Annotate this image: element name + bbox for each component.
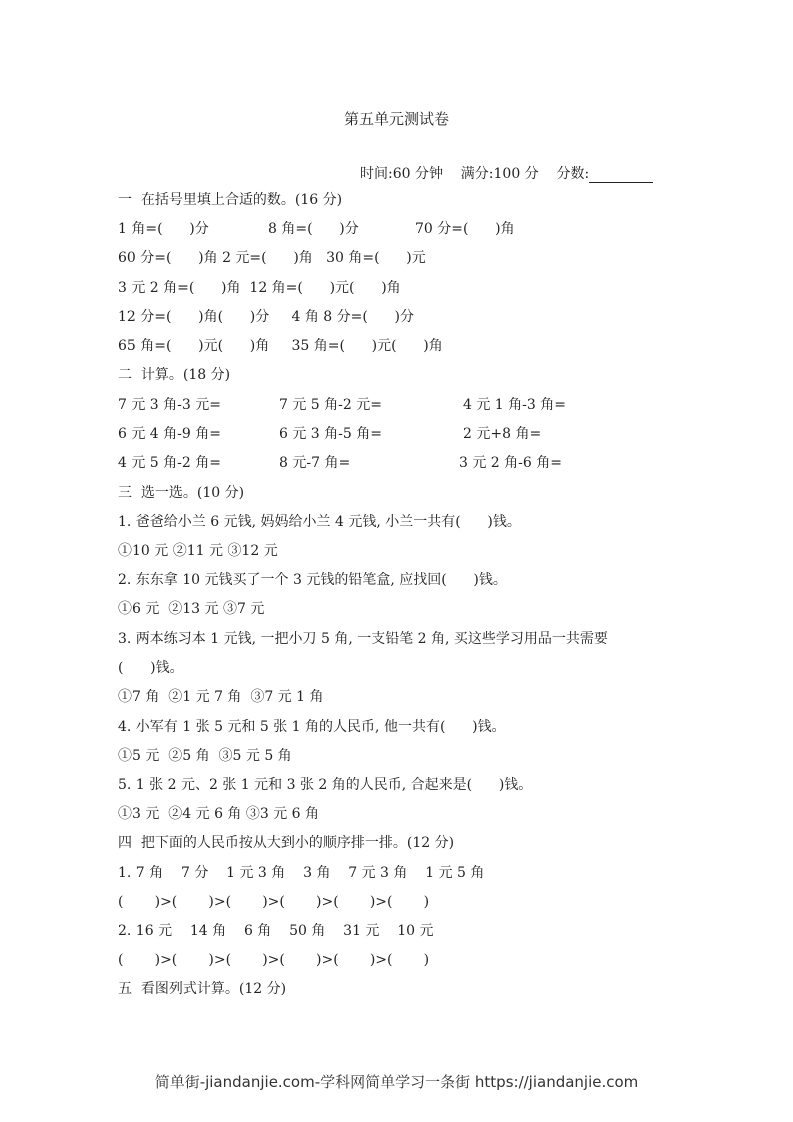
page-title: 第五单元测试卷 <box>343 110 449 128</box>
question-cont: ( )钱。 <box>118 660 184 676</box>
question-row: 3 元 2 角=( )角 12 角=( )元( )角 <box>118 280 401 296</box>
calc: 4 元 5 角-2 角= <box>118 455 221 471</box>
question: 8 角=( )分 <box>268 221 359 237</box>
answer-blanks: ( )>( )>( )>( )>( )>( ) <box>118 894 430 910</box>
calc: 6 元 3 角-5 角= <box>279 426 382 442</box>
calc: 6 元 4 角-9 角= <box>118 426 221 442</box>
options: ①3 元 ②4 元 6 角 ③3 元 6 角 <box>118 806 320 822</box>
options: ①10 元 ②11 元 ③12 元 <box>118 543 278 559</box>
question: 70 分=( )角 <box>415 221 515 237</box>
calc: 3 元 2 角-6 角= <box>459 455 562 471</box>
options: ①6 元 ②13 元 ③7 元 <box>118 601 265 617</box>
calc: 7 元 5 角-2 元= <box>279 397 382 413</box>
section-3-heading: 三 选一选。(10 分) <box>118 485 245 501</box>
question: 2. 东东拿 10 元钱买了一个 3 元钱的铅笔盒, 应找回( )钱。 <box>118 572 507 588</box>
section-1-heading: 一 在括号里填上合适的数。(16 分) <box>118 192 343 208</box>
section-5-heading: 五 看图列式计算。(12 分) <box>118 981 287 997</box>
question: 1. 7 角 7 分 1 元 3 角 3 角 7 元 3 角 1 元 5 角 <box>118 865 485 881</box>
answer-blanks: ( )>( )>( )>( )>( )>( ) <box>118 952 430 968</box>
question: 3. 两本练习本 1 元钱, 一把小刀 5 角, 一支铅笔 2 角, 买这些学习用品一共需要 <box>118 631 608 647</box>
score-label: 分数: <box>556 166 590 182</box>
calc: 8 元-7 角= <box>279 455 351 471</box>
question-row: 12 分=( )角( )分 4 角 8 分=( )分 <box>118 309 415 325</box>
question: 5. 1 张 2 元、2 张 1 元和 3 张 2 角的人民币, 合起来是( )钱。 <box>118 777 533 793</box>
question-row: 60 分=( )角 2 元=( )角 30 角=( )元 <box>118 250 426 266</box>
options: ①5 元 ②5 角 ③5 元 5 角 <box>118 748 292 764</box>
score-blank[interactable] <box>589 168 653 183</box>
time-limit: 时间:60 分钟 <box>360 166 443 182</box>
full-score: 满分:100 分 <box>460 166 539 182</box>
calc: 7 元 3 角-3 元= <box>118 397 221 413</box>
options: ①7 角 ②1 元 7 角 ③7 元 1 角 <box>118 689 324 705</box>
calc: 4 元 1 角-3 角= <box>463 397 566 413</box>
calc: 2 元+8 角= <box>463 426 542 442</box>
question-row: 65 角=( )元( )角 35 角=( )元( )角 <box>118 338 443 354</box>
section-4-heading: 四 把下面的人民币按从大到小的顺序排一排。(12 分) <box>118 835 455 851</box>
question: 2. 16 元 14 角 6 角 50 角 31 元 10 元 <box>118 923 434 939</box>
question: 1. 爸爸给小兰 6 元钱, 妈妈给小兰 4 元钱, 小兰一共有( )钱。 <box>118 514 521 530</box>
exam-meta <box>360 163 653 183</box>
question: 4. 小军有 1 张 5 元和 5 张 1 角的人民币, 他一共有( )钱。 <box>118 719 506 735</box>
footer-watermark: 简单街-jiandanjie.com-学科网简单学习一条街 https://jiandanjie.com <box>154 1073 639 1091</box>
question: 1 角=( )分 <box>118 221 209 237</box>
section-2-heading: 二 计算。(18 分) <box>118 367 231 383</box>
